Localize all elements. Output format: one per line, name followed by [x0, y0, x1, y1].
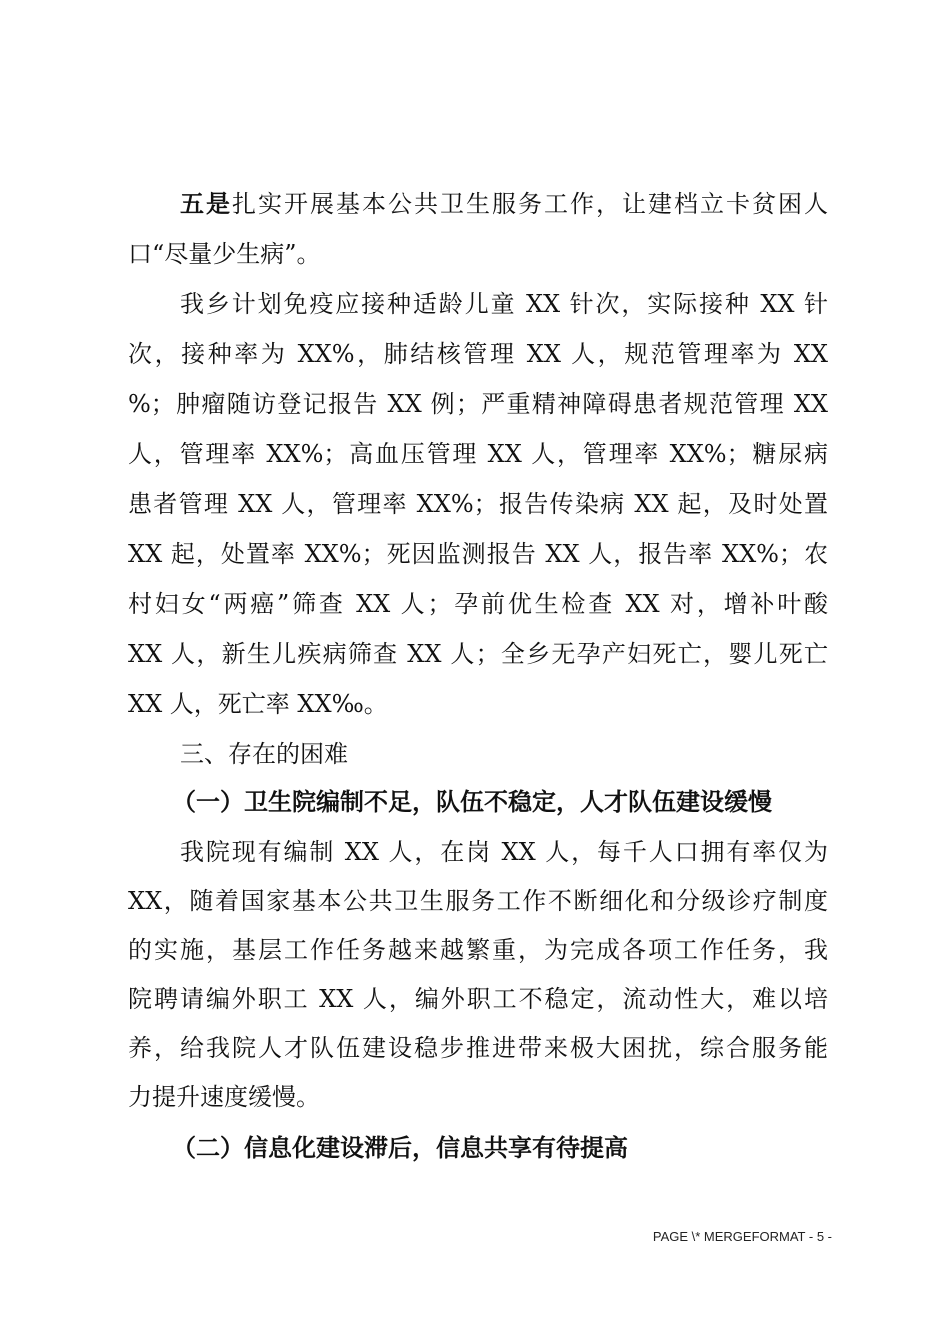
- section-five-line-1: [180, 189, 828, 219]
- stats-paragraph-line-9: XX 人，死亡率 XX‰。: [128, 690, 388, 718]
- subsection-one-line-1: 我院现有编制 XX 人，在岗 XX 人，每千人口拥有率仅为: [180, 838, 828, 866]
- subsection-one-line-6: 力提升速度缓慢。: [128, 1083, 320, 1111]
- page-footer: PAGE \* MERGEFORMAT - 5 -: [652, 1229, 832, 1244]
- stats-paragraph-line-5: 患者管理 XX 人，管理率 XX%；报告传染病 XX 起，及时处置: [128, 490, 828, 518]
- stats-paragraph-line-1: 我乡计划免疫应接种适龄儿童 XX 针次，实际接种 XX 针: [180, 290, 828, 318]
- section-five-line-2: 口“尽量少生病”。: [128, 240, 321, 268]
- subsection-one-line-3: 的实施，基层工作任务越来越繁重，为完成各项工作任务，我: [128, 936, 828, 964]
- stats-paragraph-line-3: %；肿瘤随访登记报告 XX 例；严重精神障碍患者规范管理 XX: [128, 390, 828, 418]
- stats-paragraph-line-8: XX 人，新生儿疾病筛查 XX 人；全乡无孕产妇死亡，婴儿死亡: [128, 640, 828, 668]
- subsection-one-line-2: XX，随着国家基本公共卫生服务工作不断细化和分级诊疗制度: [128, 887, 828, 915]
- stats-paragraph-line-6: XX 起，处置率 XX%；死因监测报告 XX 人，报告率 XX%；农: [128, 540, 828, 568]
- stats-paragraph-line-4: 人，管理率 XX%；高血压管理 XX 人，管理率 XX%；糖尿病: [128, 440, 828, 468]
- subsection-one-heading: （一）卫生院编制不足，队伍不稳定，人才队伍建设缓慢: [172, 788, 772, 816]
- section-three-heading: 三、存在的困难: [180, 740, 348, 768]
- subsection-one-line-5: 养，给我院人才队伍建设稳步推进带来极大困扰，综合服务能: [128, 1034, 828, 1062]
- section-five-lead: 五是: [180, 189, 232, 218]
- section-five-line-1-text: 扎实开展基本公共卫生服务工作，让建档立卡贫困人: [232, 190, 828, 218]
- subsection-one-line-4: 院聘请编外职工 XX 人，编外职工不稳定，流动性大，难以培: [128, 985, 828, 1013]
- stats-paragraph-line-2: 次，接种率为 XX%，肺结核管理 XX 人，规范管理率为 XX: [128, 340, 828, 368]
- subsection-two-heading: （二）信息化建设滞后，信息共享有待提高: [172, 1134, 628, 1162]
- stats-paragraph-line-7: 村妇女“两癌”筛查 XX 人；孕前优生检查 XX 对，增补叶酸: [128, 590, 828, 618]
